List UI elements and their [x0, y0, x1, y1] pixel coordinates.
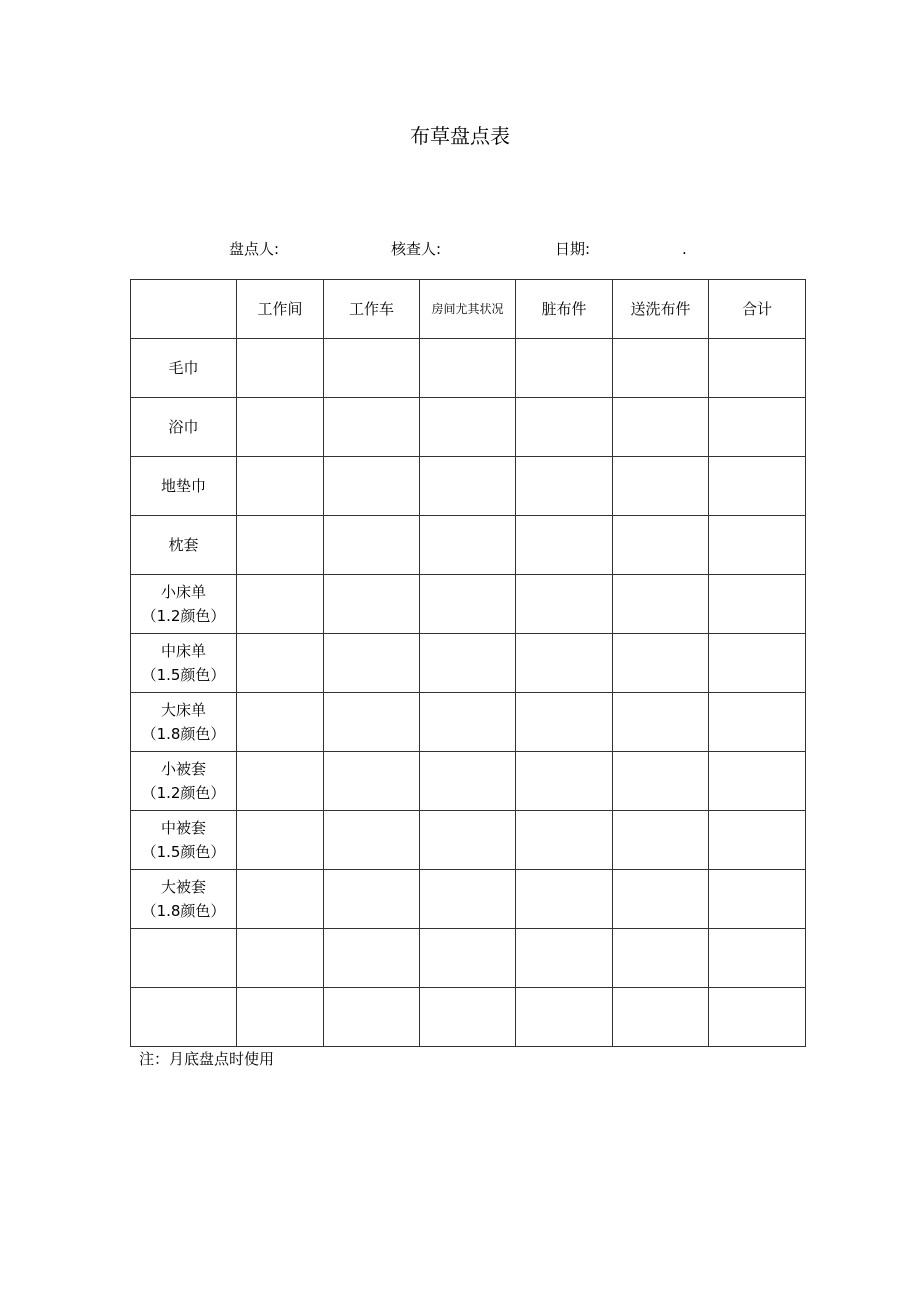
count-cell[interactable]: [237, 634, 324, 693]
table-header-row: [131, 280, 806, 339]
table-row: [131, 752, 806, 811]
count-cell[interactable]: [237, 870, 324, 929]
item-name: 小床单: [160, 583, 206, 601]
count-cell[interactable]: [420, 752, 516, 811]
count-cell[interactable]: [709, 516, 806, 575]
header-corner-cell: [131, 280, 237, 339]
count-cell[interactable]: [420, 870, 516, 929]
count-cell[interactable]: [709, 870, 806, 929]
count-cell[interactable]: [613, 457, 709, 516]
item-name: 浴巾: [168, 418, 199, 436]
table-row: [131, 693, 806, 752]
count-cell[interactable]: [613, 398, 709, 457]
column-header: 合计: [709, 280, 806, 339]
count-cell[interactable]: [613, 870, 709, 929]
count-cell[interactable]: [709, 811, 806, 870]
column-header: 工作间: [237, 280, 324, 339]
count-cell[interactable]: [237, 516, 324, 575]
count-cell[interactable]: [516, 634, 613, 693]
count-cell[interactable]: [613, 988, 709, 1047]
count-cell[interactable]: [324, 634, 420, 693]
item-spec: （1.5颜色）: [141, 666, 226, 684]
count-cell[interactable]: [613, 929, 709, 988]
count-cell[interactable]: [516, 693, 613, 752]
count-cell[interactable]: [324, 811, 420, 870]
count-cell[interactable]: [516, 929, 613, 988]
row-label-cell: [131, 693, 237, 752]
count-cell[interactable]: [420, 929, 516, 988]
count-cell[interactable]: [613, 693, 709, 752]
count-cell[interactable]: [613, 339, 709, 398]
count-cell[interactable]: [324, 457, 420, 516]
count-cell[interactable]: [237, 575, 324, 634]
row-label-cell: [131, 516, 237, 575]
item-name: 地垫巾: [160, 477, 206, 495]
row-label-cell: [131, 929, 237, 988]
count-cell[interactable]: [709, 339, 806, 398]
count-cell[interactable]: [420, 693, 516, 752]
reviewer-label: 核查人:: [391, 240, 442, 258]
page-title: 布草盘点表: [410, 124, 510, 148]
count-cell[interactable]: [516, 516, 613, 575]
count-cell[interactable]: [516, 988, 613, 1047]
count-cell[interactable]: [709, 929, 806, 988]
count-cell[interactable]: [237, 339, 324, 398]
count-cell[interactable]: [516, 575, 613, 634]
date-separator-dot: .: [682, 240, 687, 258]
count-cell[interactable]: [420, 988, 516, 1047]
count-cell[interactable]: [237, 752, 324, 811]
count-cell[interactable]: [516, 752, 613, 811]
row-label-cell: [131, 752, 237, 811]
count-cell[interactable]: [420, 811, 516, 870]
column-header: 脏布件: [516, 280, 613, 339]
count-cell[interactable]: [709, 457, 806, 516]
column-header: 工作车: [324, 280, 420, 339]
item-name: 中床单: [160, 642, 206, 660]
count-cell[interactable]: [420, 457, 516, 516]
count-cell[interactable]: [237, 693, 324, 752]
count-cell[interactable]: [420, 634, 516, 693]
footnote: 注：月底盘点时使用: [139, 1050, 275, 1068]
count-cell[interactable]: [613, 516, 709, 575]
count-cell[interactable]: [516, 870, 613, 929]
table-row: [131, 516, 806, 575]
row-label-cell: [131, 339, 237, 398]
count-cell[interactable]: [709, 752, 806, 811]
count-cell[interactable]: [420, 575, 516, 634]
count-cell[interactable]: [324, 870, 420, 929]
count-cell[interactable]: [613, 634, 709, 693]
count-cell[interactable]: [709, 988, 806, 1047]
count-cell[interactable]: [613, 575, 709, 634]
row-label-cell: [131, 398, 237, 457]
count-cell[interactable]: [613, 811, 709, 870]
count-cell[interactable]: [324, 988, 420, 1047]
item-name: 小被套: [160, 760, 206, 778]
item-name: 大床单: [160, 701, 206, 719]
row-label-cell: [131, 634, 237, 693]
count-cell[interactable]: [516, 457, 613, 516]
table-row: [131, 339, 806, 398]
table-row: [131, 929, 806, 988]
count-cell[interactable]: [516, 339, 613, 398]
count-cell[interactable]: [709, 575, 806, 634]
item-spec: （1.2颜色）: [141, 607, 226, 625]
count-cell[interactable]: [324, 929, 420, 988]
count-cell[interactable]: [237, 811, 324, 870]
count-cell[interactable]: [420, 398, 516, 457]
checker-label: 盘点人:: [229, 240, 280, 258]
count-cell[interactable]: [324, 516, 420, 575]
count-cell[interactable]: [324, 339, 420, 398]
item-name: 枕套: [168, 536, 199, 554]
item-name: 毛巾: [168, 359, 199, 377]
count-cell[interactable]: [324, 693, 420, 752]
row-label-cell: [131, 870, 237, 929]
count-cell[interactable]: [324, 752, 420, 811]
date-label: 日期:: [555, 240, 591, 258]
table-row: [131, 457, 806, 516]
table-row: [131, 811, 806, 870]
count-cell[interactable]: [420, 516, 516, 575]
table-row: [131, 634, 806, 693]
item-spec: （1.2颜色）: [141, 784, 226, 802]
row-label-cell: [131, 575, 237, 634]
row-label-cell: [131, 988, 237, 1047]
count-cell[interactable]: [613, 752, 709, 811]
count-cell[interactable]: [324, 575, 420, 634]
count-cell[interactable]: [237, 398, 324, 457]
inventory-table: [130, 279, 806, 1047]
row-label-cell: [131, 811, 237, 870]
column-header: 房间尤其状况: [420, 280, 516, 339]
item-spec: （1.8颜色）: [141, 725, 226, 743]
table-row: [131, 988, 806, 1047]
count-cell[interactable]: [420, 339, 516, 398]
row-label-cell: [131, 457, 237, 516]
count-cell[interactable]: [324, 398, 420, 457]
count-cell[interactable]: [237, 929, 324, 988]
item-spec: （1.5颜色）: [141, 843, 226, 861]
count-cell[interactable]: [516, 811, 613, 870]
table-row: [131, 398, 806, 457]
count-cell[interactable]: [709, 398, 806, 457]
count-cell[interactable]: [237, 988, 324, 1047]
count-cell[interactable]: [709, 693, 806, 752]
column-header: 送洗布件: [613, 280, 709, 339]
item-name: 大被套: [160, 878, 206, 896]
item-spec: （1.8颜色）: [141, 902, 226, 920]
item-name: 中被套: [160, 819, 206, 837]
count-cell[interactable]: [237, 457, 324, 516]
table-row: [131, 870, 806, 929]
table-row: [131, 575, 806, 634]
count-cell[interactable]: [516, 398, 613, 457]
count-cell[interactable]: [709, 634, 806, 693]
